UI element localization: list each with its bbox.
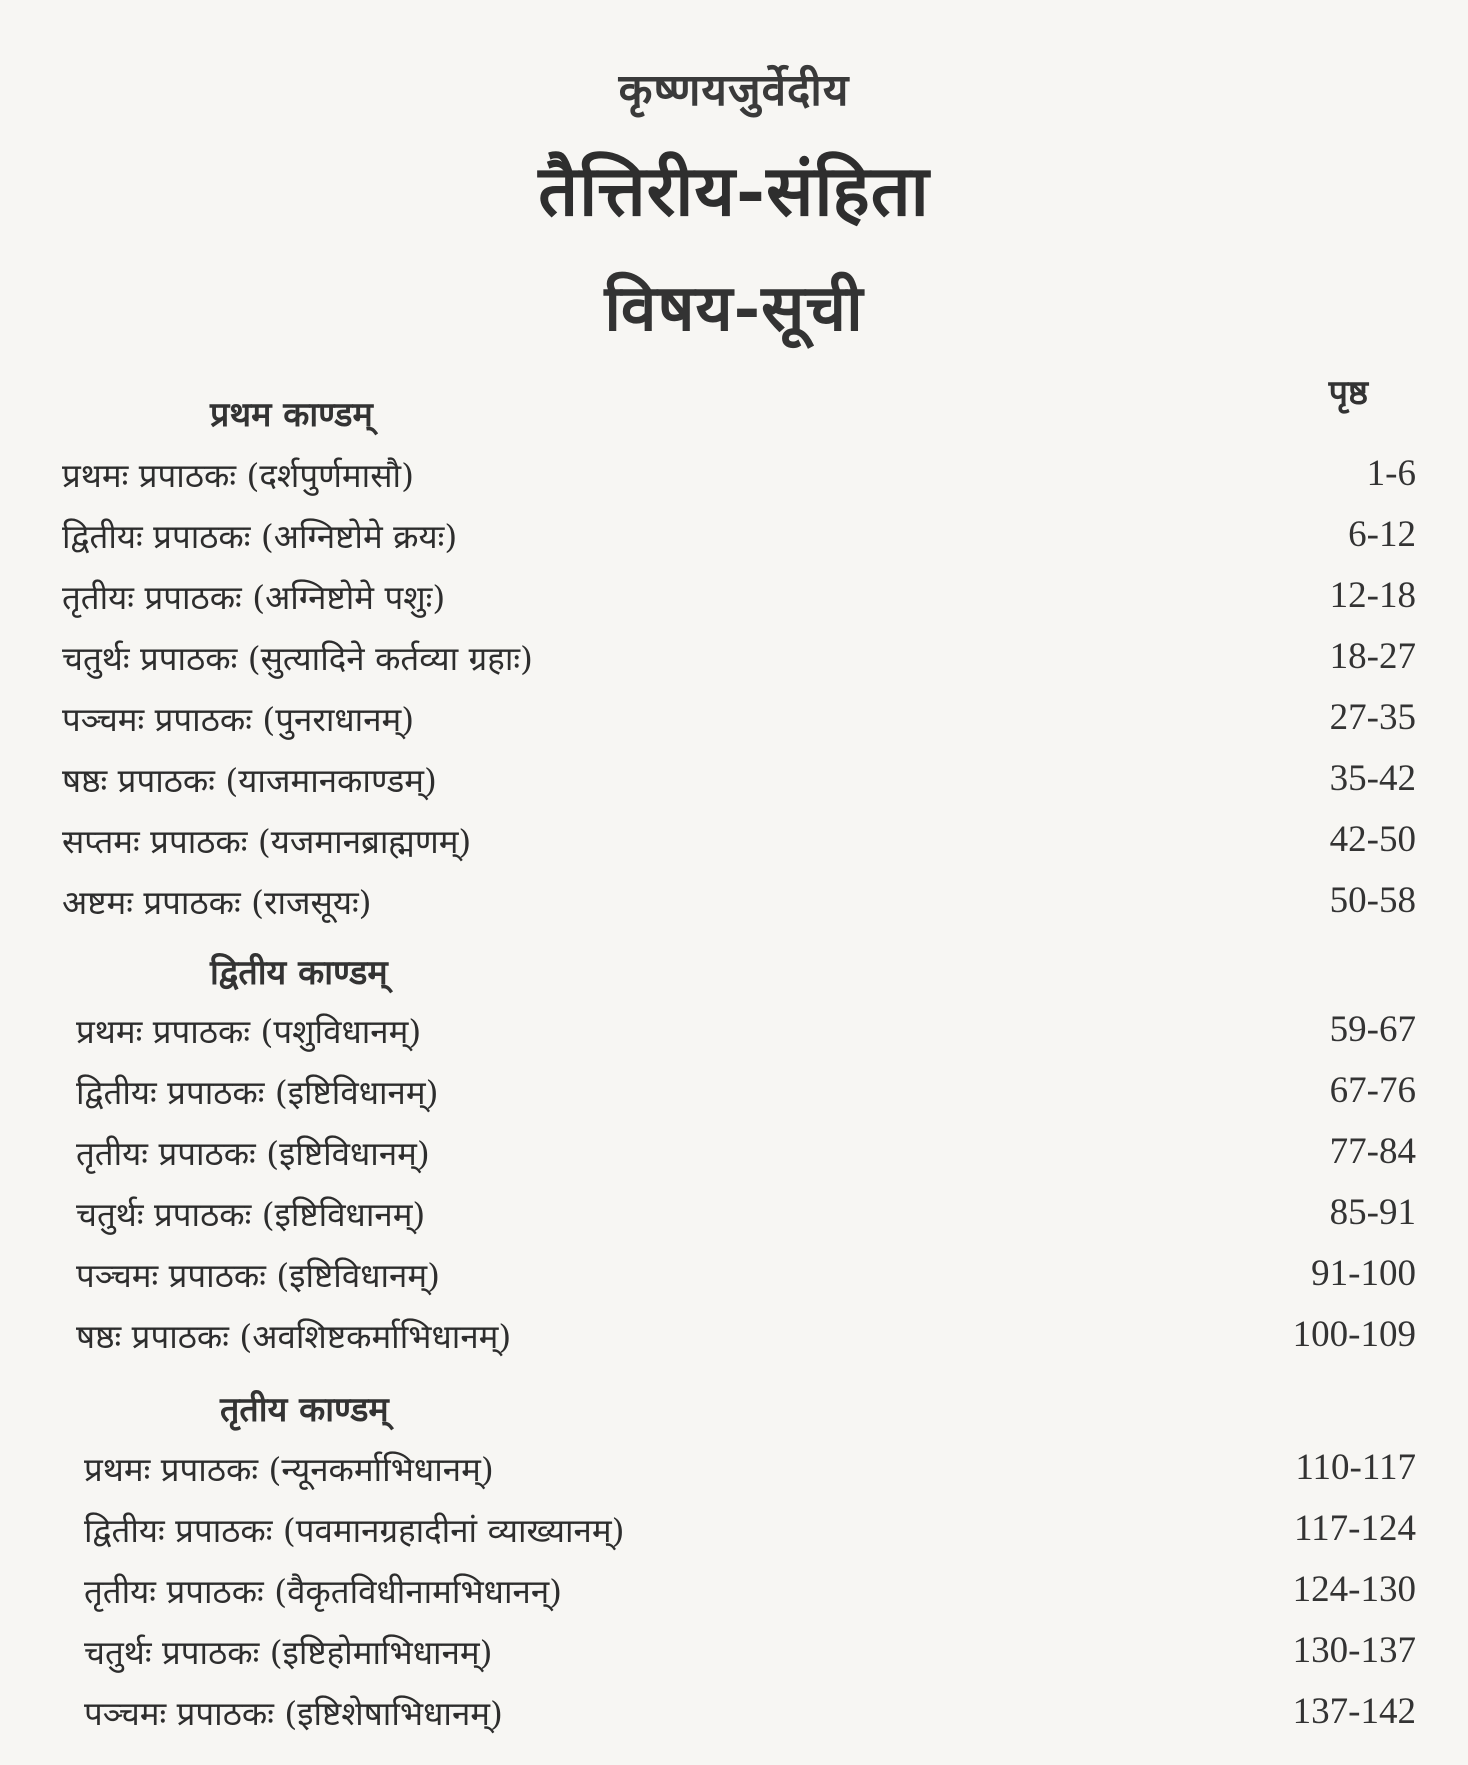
toc-entry: तृतीयः प्रपाठकः (इष्टिविधानम्) — [76, 1134, 430, 1173]
toc-pages: 124-130 — [1292, 1569, 1416, 1610]
toc-pages: 12-18 — [1329, 575, 1416, 616]
toc-entry: पञ्चमः प्रपाठकः (इष्टिशेषाभिधानम्) — [84, 1694, 503, 1733]
toc-pages: 59-67 — [1329, 1009, 1416, 1050]
toc-entry: द्वितीयः प्रपाठकः (पवमानग्रहादीनां व्याख्यानम्) — [84, 1511, 625, 1550]
toc-entry: प्रथमः प्रपाठकः (दर्शपुर्णमासौ) — [62, 456, 414, 495]
toc-pages: 1-6 — [1366, 453, 1416, 494]
toc-pages: 35-42 — [1329, 758, 1416, 799]
toc-pages: 91-100 — [1311, 1253, 1416, 1294]
toc-pages: 100-109 — [1292, 1314, 1416, 1355]
toc-entry: प्रथमः प्रपाठकः (पशुविधानम्) — [76, 1012, 422, 1051]
toc-pages: 77-84 — [1329, 1131, 1416, 1172]
toc-pages: 117-124 — [1294, 1508, 1416, 1549]
toc-entry: तृतीयः प्रपाठकः (वैकृतविधीनामभिधानन्) — [84, 1572, 563, 1611]
toc-row — [0, 818, 1468, 878]
toc-pages: 85-91 — [1329, 1192, 1416, 1233]
toc-entry: पञ्चमः प्रपाठकः (पुनराधानम्) — [62, 700, 415, 739]
toc-row — [0, 879, 1468, 939]
toc-row — [0, 696, 1468, 756]
toc-row — [0, 574, 1468, 634]
toc-row — [0, 1313, 1468, 1373]
toc-row — [0, 513, 1468, 573]
toc-entry: अष्टमः प्रपाठकः (राजसूयः) — [62, 883, 372, 922]
toc-row — [0, 635, 1468, 695]
toc-entry: सप्तमः प्रपाठकः (यजमानब्राह्मणम्) — [62, 822, 472, 861]
toc-entry: प्रथमः प्रपाठकः (न्यूनकर्माभिधानम्) — [84, 1450, 494, 1489]
toc-pages: 6-12 — [1348, 514, 1416, 555]
toc-pages: 137-142 — [1292, 1691, 1416, 1732]
section-title: तृतीय काण्डम् — [220, 1390, 389, 1430]
header-line1: कृष्णयजुर्वेदीय — [618, 65, 850, 116]
toc-entry: चतुर्थः प्रपाठकः (इष्टिविधानम्) — [76, 1195, 426, 1234]
toc-pages: 50-58 — [1329, 880, 1416, 921]
toc-pages: 18-27 — [1329, 636, 1416, 677]
toc-row — [0, 1507, 1468, 1567]
toc-row — [0, 1568, 1468, 1628]
toc-row — [0, 1690, 1468, 1750]
section-title: द्वितीय काण्डम् — [210, 953, 388, 993]
toc-entry: चतुर्थः प्रपाठकः (सुत्यादिने कर्तव्या ग्रहाः) — [62, 639, 533, 678]
toc-pages: 42-50 — [1329, 819, 1416, 860]
section-title: प्रथम काण्डम् — [210, 395, 373, 435]
page-title: तैत्तिरीय-संहिता — [538, 149, 930, 232]
toc-entry: द्वितीयः प्रपाठकः (अग्निष्टोमे क्रयः) — [62, 517, 458, 556]
toc-row — [0, 1629, 1468, 1689]
toc-entry: षष्ठः प्रपाठकः (याजमानकाण्डम्) — [62, 761, 437, 800]
toc-row — [0, 1446, 1468, 1506]
toc-entry: पञ्चमः प्रपाठकः (इष्टिविधानम्) — [76, 1256, 440, 1295]
toc-entry: षष्ठः प्रपाठकः (अवशिष्टकर्माभिधानम्) — [76, 1317, 512, 1356]
toc-row — [0, 1252, 1468, 1312]
toc-row — [0, 1130, 1468, 1190]
toc-pages: 67-76 — [1329, 1070, 1416, 1111]
toc-pages: 110-117 — [1295, 1447, 1416, 1488]
page-subtitle: विषय-सूची — [604, 271, 864, 346]
toc-row — [0, 757, 1468, 817]
toc-entry: चतुर्थः प्रपाठकः (इष्टिहोमाभिधानम्) — [84, 1633, 493, 1672]
toc-row — [0, 1008, 1468, 1068]
toc-entry: तृतीयः प्रपाठकः (अग्निष्टोमे पशुः) — [62, 578, 446, 617]
toc-row — [0, 1191, 1468, 1251]
toc-pages: 130-137 — [1292, 1630, 1416, 1671]
toc-row — [0, 1069, 1468, 1129]
toc-entry: द्वितीयः प्रपाठकः (इष्टिविधानम्) — [76, 1073, 439, 1112]
toc-pages: 27-35 — [1329, 697, 1416, 738]
page-column-label: पृष्ठ — [1328, 373, 1368, 413]
toc-row — [0, 452, 1468, 512]
